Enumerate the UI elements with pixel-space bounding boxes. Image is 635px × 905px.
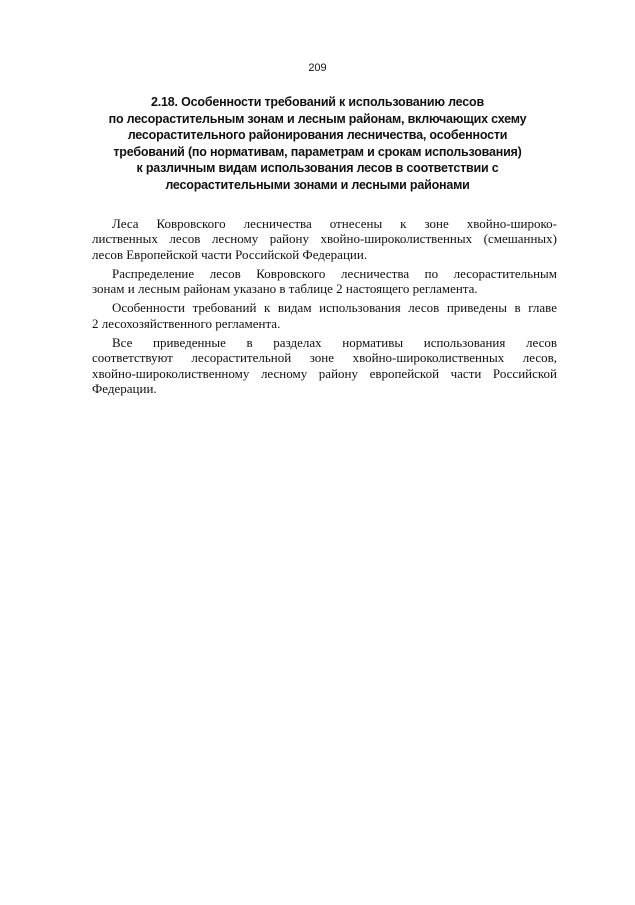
paragraph-requirements <box>92 300 557 331</box>
heading-line: лесорастительного районирования лесничества, особенности <box>127 128 508 142</box>
paragraph-line: Распределение лесов Ковровского лесничества по лесорастительным <box>112 265 557 281</box>
page-number: 209 <box>308 62 327 74</box>
paragraph-line: Федерации. <box>92 380 157 396</box>
section-heading <box>60 94 575 193</box>
heading-line: лесорастительными зонами и лесными районами <box>165 177 470 192</box>
paragraph-line: соответствуют лесорастительной зоне хвойно-широколиственных лесов, <box>92 350 557 366</box>
paragraph-line: Леса Ковровского лесничества отнесены к зоне хвойно-широко- <box>112 216 557 231</box>
heading-line: требований (по нормативам, параметрам и срокам использования) <box>113 144 522 159</box>
paragraph-line: Все приведенные в разделах нормативы использования лесов <box>112 335 557 351</box>
paragraph-line: 2 лесохозяйственного регламента. <box>92 315 281 331</box>
paragraph-line: хвойно-широколиственному лесному району европейской части Российской <box>92 365 557 381</box>
paragraph-line: Особенности требований к видам использования лесов приведены в главе <box>112 300 557 316</box>
body-text <box>92 216 557 400</box>
paragraph-distribution <box>92 266 557 297</box>
paragraph-line: лиственных лесов лесному району хвойно-широколиственных (смешанных) <box>92 231 557 247</box>
paragraph-standards <box>92 335 557 396</box>
heading-line: к различным видам использования лесов в соответствии с <box>136 161 499 175</box>
paragraph-forest-zone <box>92 216 557 262</box>
heading-line: 2.18. Особенности требований к использованию лесов <box>151 95 484 109</box>
paragraph-line: лесов Европейской части Российской Федерации. <box>92 246 368 262</box>
heading-line: по лесорастительным зонам и лесным районам, включающих схему <box>108 111 527 126</box>
paragraph-line: зонам и лесным районам указано в таблице 2 настоящего регламента. <box>92 281 478 297</box>
